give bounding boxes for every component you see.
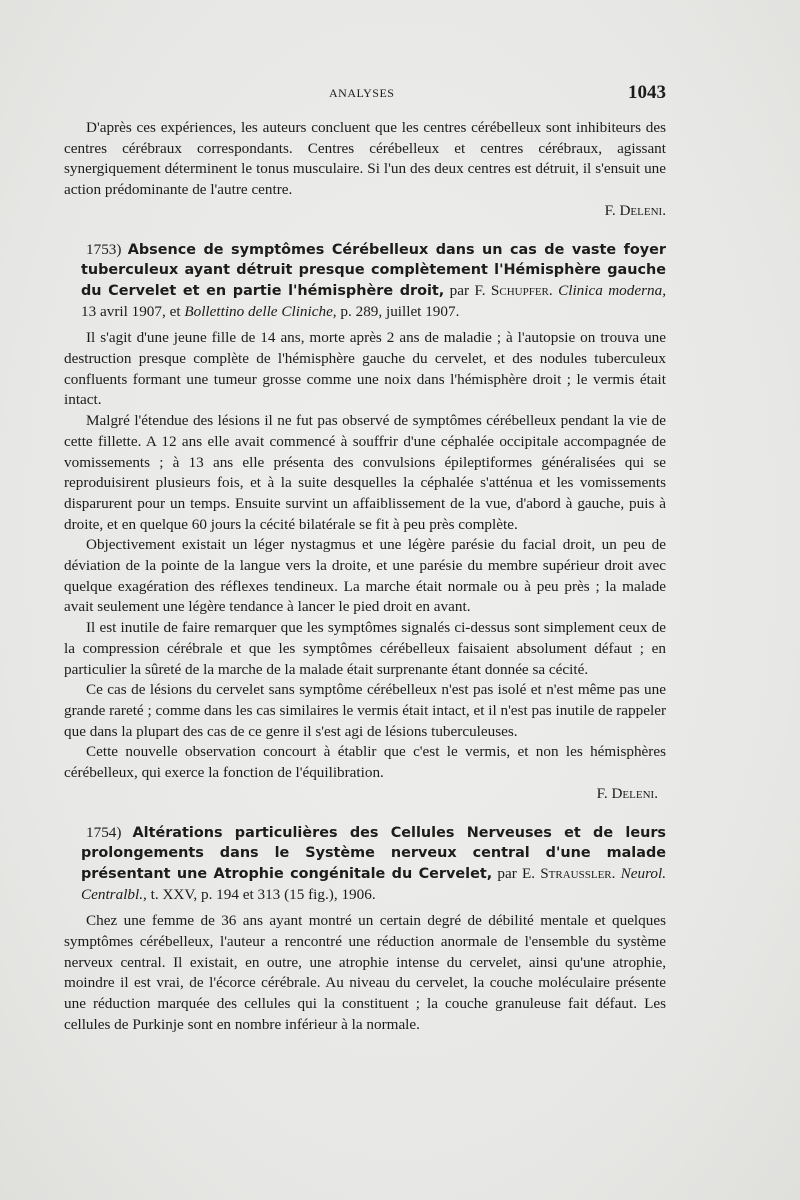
entry-reference: t. XXV, p. 194 et 313 (15 fig.), 1906. xyxy=(150,885,376,903)
abstract-entry-1753 xyxy=(64,240,666,805)
entry-body xyxy=(64,911,666,1035)
body-paragraph: Malgré l'étendue des lésions il ne fut pas observé de symptômes cérébelleux pendant la vie de cette fillette. A 12 ans elle avait commencé à souffrir d'une céphalée occipitale accompagnée de vomissements ; à 13 ans elle présenta des convulsions épileptiformes généralisées qui se reproduisirent plusieurs fois, et à la suite desquelles la céphalée s'atténua et les vomissements disparurent pour un temps. Ensuite survint un affaiblissement de la vue, d'abord à gauche, puis à droite, et en quelque 60 jours la cécité bilatérale se fit à peu près complète. xyxy=(64,412,666,533)
entry-journal: Clinica moderna, xyxy=(558,281,667,299)
page-content xyxy=(64,118,666,1036)
entry-journal: Neurol. Centralbl., xyxy=(81,864,667,903)
entry-number: 1753) xyxy=(86,240,122,258)
intro-signature: F. Deleni. xyxy=(604,201,666,219)
body-paragraph: Objectivement existait un léger nystagmus et une légère parésie du facial droit, un peu de déviation de la pointe de la langue vers la droite, et une parésie du membre supérieur droit avec quelque exagération des réflexes tendineux. La marche était normale ou à peu près ; la malade avait seulement une légère tendance à lancer le pied droit en avant. xyxy=(64,536,666,616)
entry-date: 13 avril 1907, et xyxy=(81,302,181,320)
entry-heading xyxy=(64,823,666,906)
running-title: ANALYSES xyxy=(329,86,395,100)
entry-title: Altérations particulières des Cellules Nerveuses et de leurs prolongements dans le Système nerveux central d'une malade présentant une Atrophie congénitale du Cervelet, xyxy=(81,824,666,882)
body-paragraph: Cette nouvelle observation concourt à établir que c'est le vermis, et non les hémisphères cérébelleux, qui exerce la fonction de l'équilibration. xyxy=(64,743,666,782)
entry-by: par xyxy=(497,864,517,882)
body-paragraph: Ce cas de lésions du cervelet sans symptôme cérébelleux n'est pas isolé et n'est même pas une grande rareté ; comme dans les cas similaires le vermis était intact, et il n'est pas inutile de rappeler que dans la plupart des cas de ce genre il s'est agi de lésions tuberculeuses. xyxy=(64,681,666,740)
body-paragraph: Il s'agit d'une jeune fille de 14 ans, morte après 2 ans de maladie ; à l'autopsie on trouva une destruction presque complète de l'hémisphère gauche du cervelet, et des nodules tuberculeux confluents formant une tumeur grosse comme une noix dans l'hémisphère droit ; le vermis était intact. xyxy=(64,329,666,409)
entry-journal-2: Bollettino delle Cliniche, xyxy=(184,302,337,320)
page-header xyxy=(64,82,666,106)
entry-reference: p. 289, juillet 1907. xyxy=(340,302,460,320)
intro-paragraph: D'après ces expériences, les auteurs concluent que les centres cérébelleux sont inhibiteurs des centres cérébraux correspondants. Centres cérébelleux et centres cérébraux, agissant synergiquement déterminent le tonus musculaire. Si l'un des deux centres est détruit, il s'ensuit une action prédominante de l'autre centre. xyxy=(64,119,666,199)
entry-body xyxy=(64,328,666,804)
entry-title: Absence de symptômes Cérébelleux dans un cas de vaste foyer tuberculeux ayant détruit presque complètement l'Hémisphère gauche du Cervelet et en partie l'hémisphère droit, xyxy=(81,241,666,299)
entry-author: F. Schupfer. xyxy=(474,281,553,299)
entry-heading xyxy=(64,240,666,323)
entry-number: 1754) xyxy=(86,823,122,841)
abstract-entry-1754 xyxy=(64,823,666,1036)
body-paragraph: Chez une femme de 36 ans ayant montré un certain degré de débilité mentale et quelques symptômes cérébelleux, l'auteur a rencontré une réduction anormale de l'ensemble du système nerveux central. Il existait, en outre, une atrophie intense du cervelet, ainsi qu'une atrophie, moindre il est vrai, de l'écorce cérébrale. Au niveau du cervelet, la couche moléculaire présente une réduction marquée des cellules qui la constituent ; la couche granuleuse fait défaut. Les cellules de Purkinje sont en nombre inférieur à la normale. xyxy=(64,912,666,1033)
body-paragraph: Il est inutile de faire remarquer que les symptômes signalés ci-dessus sont simplement ceux de la compression cérébrale et que les symptômes cérébelleux faisaient absolument défaut ; en particulier la sûreté de la marche de la malade était surprenante étant donnée sa cécité. xyxy=(64,619,666,678)
page-number: 1043 xyxy=(628,82,666,103)
entry-by: par xyxy=(449,281,470,299)
entry-author: E. Straussler. xyxy=(521,864,616,882)
entry-signature: F. Deleni. xyxy=(596,784,658,802)
